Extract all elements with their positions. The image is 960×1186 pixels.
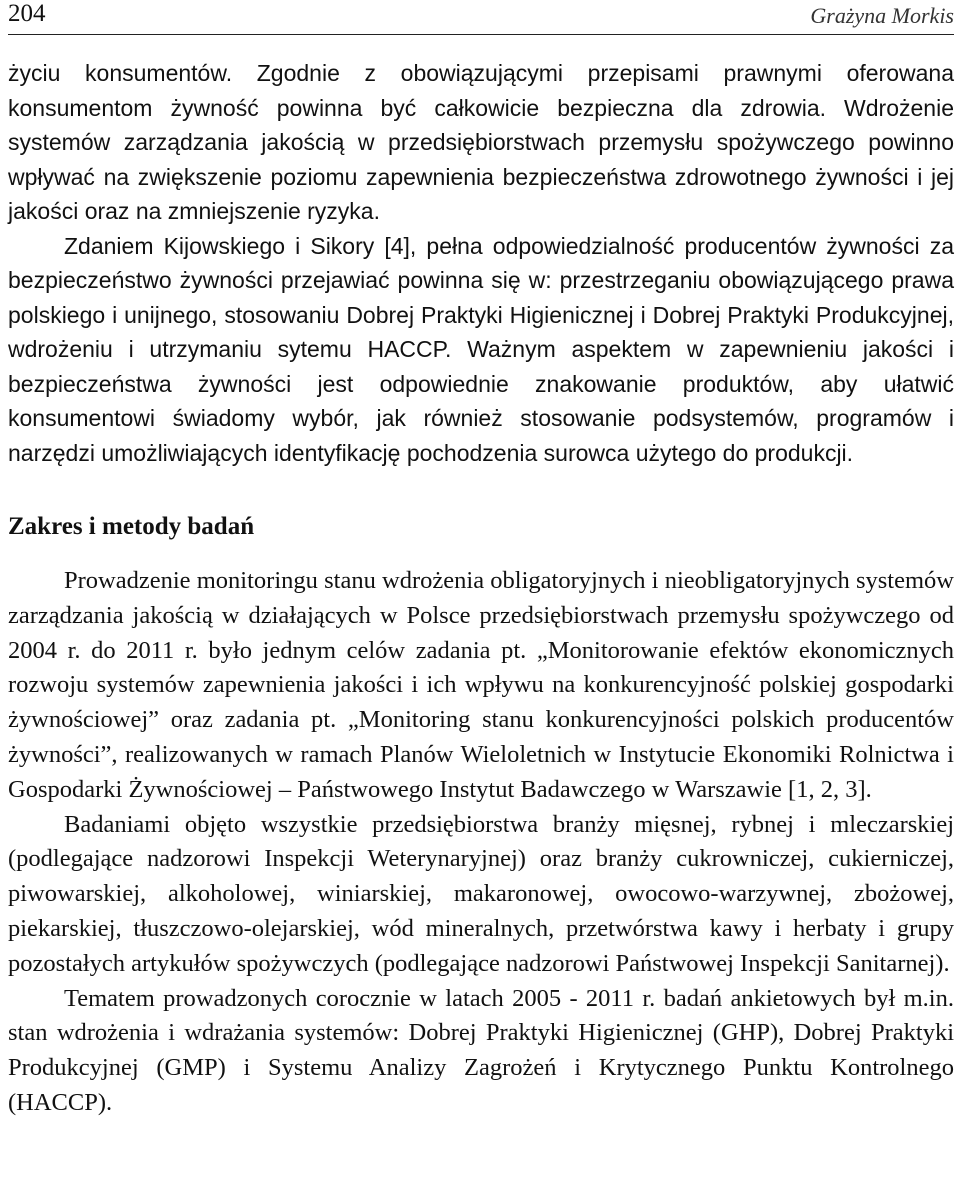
section-heading: Zakres i metody badań (8, 513, 255, 540)
document-page (8, 0, 954, 1121)
running-head (8, 0, 954, 35)
paragraph-responsibility: Zdaniem Kijowskiego i Sikory [4], pełna odpowiedzialność producentów żywności za bezpieczeństwo żywności przejawiać powinna się w: przestrzeganiu obowiązującego prawa polskiego i unijnego, stosowaniu Dobrej Praktyki Higienicznej i Dobrej Praktyki Produkcyjnej, wdrożeniu i utrzymaniu sytemu HACCP. Ważnym aspektem w zapewnieniu jakości i bezpieczeństwa żywności jest odpowiednie znakowanie produktów, aby ułatwić konsumentowi świadomy wybór, jak również stosowanie podsystemów, programów i narzędzi umożliwiających identyfikację pochodzenia surowca użytego do produkcji. (8, 232, 954, 466)
page-number: 204 (8, 0, 46, 27)
paragraph-scope: Badaniami objęto wszystkie przedsiębiorstwa branży mięsnej, rybnej i mleczarskiej (podlegające nadzorowi Inspekcji Weterynaryjnej) oraz branży cukrowniczej, cukierniczej, piwowarskiej, alkoholowej, winiarskiej, makaronowej, owocowo-warzywnej, zbożowej, piekarskiej, tłuszczowo-olejarskiej, wód mineralnych, przetwórstwa kawy i herbaty i grupy pozostałych artykułów spożywczych (podlegające nadzorowi Państwowej Inspekcji Sanitarnej). (8, 810, 954, 977)
paragraph-survey: Tematem prowadzonych corocznie w latach 2005 - 2011 r. badań ankietowych był m.in. stan wdrożenia i wdrażania systemów: Dobrej Praktyki Higienicznej (GHP), Dobrej Praktyki Produkcyjnej (GMP) i Systemu Analizy Zagrożeń i Krytycznego Punktu Kontrolnego (HACCP). (8, 984, 954, 1116)
paragraph-monitoring: Prowadzenie monitoringu stanu wdrożenia obligatoryjnych i nieobligatoryjnych systemów zarządzania jakością w działających w Polsce przedsiębiorstwach przemysłu spożywczego od 2004 r. do 2011 r. było jednym celów zadania pt. „Monitorowanie efektów ekonomicznych rozwoju systemów zapewnienia jakości i ich wpływu na konkurencyjność polskiej gospodarki żywnościowej” oraz zadania pt. „Monitoring stanu konkurencyjności polskich producentów żywności”, realizowanych w ramach Planów Wieloletnich w Instytucie Ekonomiki Rolnictwa i Gospodarki Żywnościowej – Państwowego Instytut Badawczego w Warszawie [1, 2, 3]. (8, 567, 954, 803)
running-author: Grażyna Morkis (810, 3, 954, 28)
paragraph-continuation: życiu konsumentów. Zgodnie z obowiązującymi przepisami prawnymi oferowana konsumentom żywność powinna być całkowicie bezpieczna dla zdrowia. Wdrożenie systemów zarządzania jakością w przedsiębiorstwach przemysłu spożywczego powinno wpływać na zwiększenie poziomu zapewnienia bezpieczeństwa zdrowotnego żywności i jej jakości oraz na zmniejszenie ryzyka. (8, 60, 954, 224)
